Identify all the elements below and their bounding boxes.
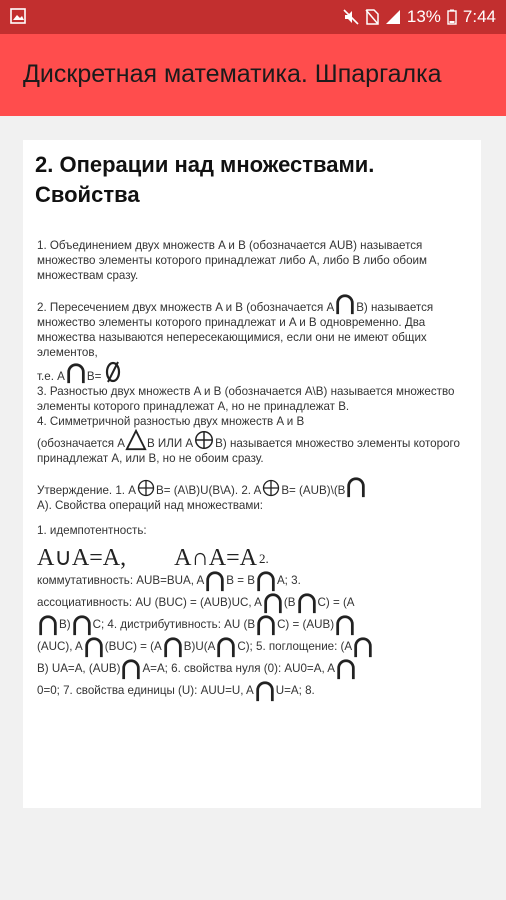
intersection-symbol [296, 592, 318, 614]
text: B) UA=A, (AUB) [37, 662, 121, 675]
formula-number: 2. [258, 551, 269, 566]
no-sim-icon [365, 9, 379, 25]
text: C); 5. поглощение: (A [237, 640, 353, 653]
text: коммутативность: AUB=BUA, A [37, 574, 205, 587]
signal-icon [385, 9, 401, 25]
intersection-symbol [335, 658, 357, 680]
text: U=A; 8. [275, 684, 315, 697]
text: Утверждение. 1. A [37, 484, 136, 497]
app-bar [0, 34, 506, 116]
oplus-symbol [193, 429, 215, 451]
text: B= (A\B)U(B\A). 2. A [155, 484, 262, 497]
intersection-symbol [255, 570, 277, 592]
text: A=A; 6. свойства нуля (0): AU0=A, A [142, 662, 335, 675]
intersection-symbol [345, 476, 367, 498]
idempotence-formula [37, 540, 467, 571]
text: 0=0; 7. свойства единицы (U): AUU=U, A [37, 684, 254, 697]
intersection-symbol [334, 293, 356, 315]
text: C; 4. дистрибутивность: AU (B [92, 618, 256, 631]
section-title: 2. Операции над множествами. Свойства [35, 152, 375, 207]
intersection-symbol [162, 636, 184, 658]
mute-icon [343, 9, 359, 25]
text: B)U(A [183, 640, 216, 653]
text: т.е. A [37, 370, 65, 383]
text: B ИЛИ A [146, 437, 194, 450]
intersection-symbol [83, 636, 105, 658]
intersection-symbol [65, 362, 87, 384]
definition-intersection [37, 293, 467, 384]
text: B = B [226, 574, 255, 587]
text: C) = (AUB) [277, 618, 335, 631]
definition-symmetric-difference [37, 414, 467, 466]
delta-symbol [125, 429, 147, 451]
text: (AUC), A [37, 640, 83, 653]
text: (BUC) = (A [104, 640, 162, 653]
text: (обозначается A [37, 437, 125, 450]
text: C) = (A [317, 596, 355, 609]
status-icons [343, 7, 496, 27]
text: ассоциативность: AU (BUC) = (AUB)UC, A [37, 596, 262, 609]
clock: 7:44 [462, 7, 496, 26]
intersection-symbol [71, 614, 93, 636]
text: B= (AUB)\(B [281, 484, 346, 497]
formula-intersection: A∩A=A [174, 545, 257, 571]
oplus-symbol [261, 478, 281, 498]
text: B= [86, 370, 102, 383]
idempotence-label: 1. идемпотентность: [37, 524, 147, 537]
formula-union: A∪A=A, [37, 545, 127, 571]
intersection-symbol [255, 614, 277, 636]
intersection-symbol [334, 614, 356, 636]
text: B) называется множество элементы которого принадлежат и A и B одновременно. Два множества называются непересекающимися, если они не имеют общих элементов, [37, 301, 434, 359]
content-body [37, 238, 467, 702]
intersection-symbol [254, 680, 276, 702]
intersection-symbol [352, 636, 374, 658]
text: (B [283, 596, 296, 609]
definition-union: 1. Объединением двух множеств A и B (обозначается AUB) называется множество элементы которого принадлежат либо A, либо B либо обоим множествам сразу. [37, 239, 427, 282]
oplus-symbol [136, 478, 156, 498]
content-card [23, 140, 481, 808]
intersection-symbol [204, 570, 226, 592]
intersection-symbol [120, 658, 142, 680]
empty-set-symbol [101, 360, 125, 384]
text: A; 3. [276, 574, 301, 587]
text: B) [59, 618, 71, 631]
status-bar [0, 0, 506, 34]
text: B) называется множество элементы которого принадлежат A, или B, но не обоим сразу. [37, 437, 460, 465]
battery-icon [447, 9, 457, 25]
intersection-symbol [37, 614, 59, 636]
image-icon [10, 8, 26, 29]
text: 4. Симметричной разностью двух множеств A и B [37, 415, 305, 428]
text: 2. Пересечением двух множеств A и B (обозначается A [37, 301, 335, 314]
intersection-symbol [262, 592, 284, 614]
text: A). Свойства операций над множествами: [37, 499, 264, 512]
battery-percent: 13% [406, 7, 441, 26]
intersection-symbol [215, 636, 237, 658]
properties-text [37, 570, 467, 702]
definition-difference: 3. Разностью двух множеств A и B (обозначается A\B) называется множество элементы которого принадлежат A, но не принадлежат B. [37, 385, 455, 413]
app-title: Дискретная математика. Шпаргалка [23, 60, 442, 88]
statement [37, 476, 467, 513]
